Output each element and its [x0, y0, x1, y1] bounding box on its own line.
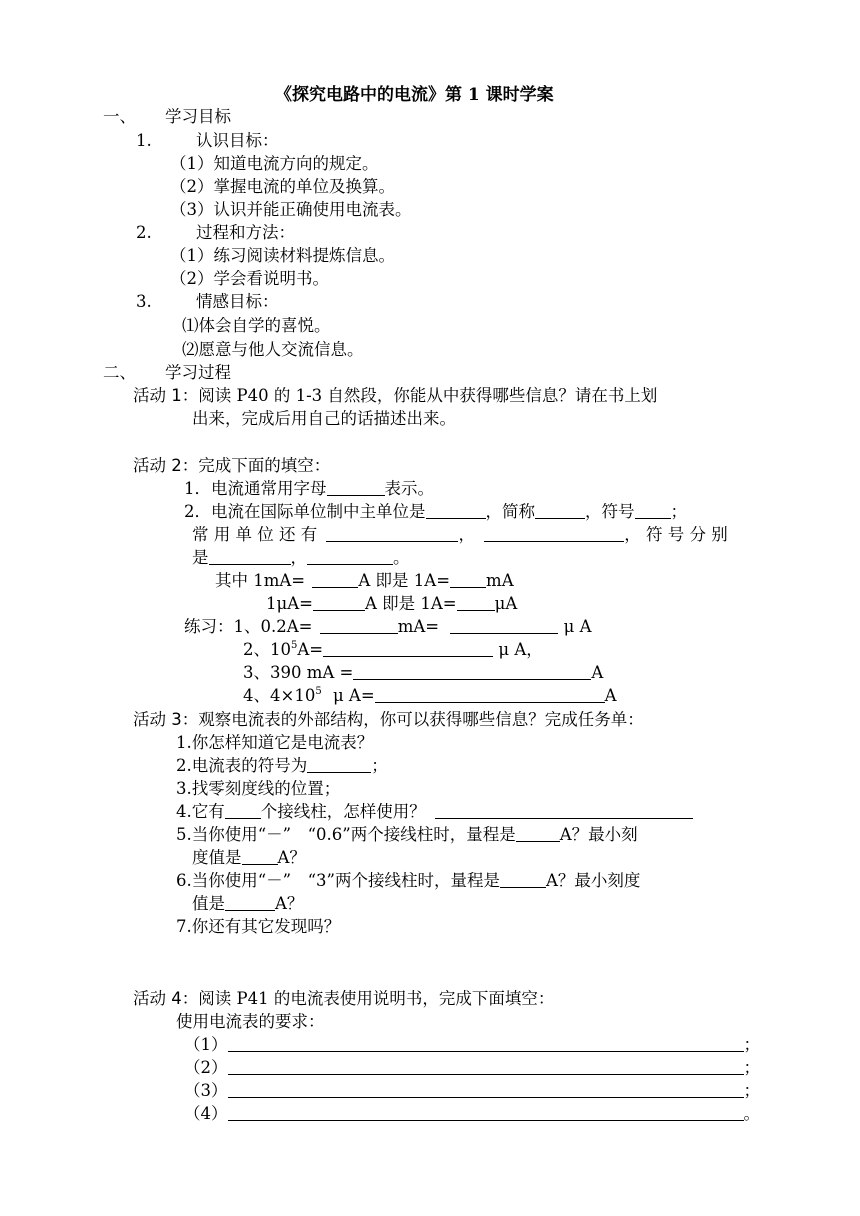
- answer-blank[interactable]: [535, 502, 585, 519]
- exercise-text: μ A=: [332, 686, 375, 705]
- exponent: 5: [315, 686, 322, 697]
- page-title: 《探究电路中的电流》第 1 课时学案: [275, 85, 554, 105]
- answer-blank[interactable]: [312, 571, 358, 588]
- exercise-text: 4、4×10: [243, 686, 316, 705]
- task-item: 值是: [192, 894, 225, 913]
- task-item: 度值是: [192, 848, 242, 867]
- question-text: ，符号: [585, 502, 635, 521]
- goal-number: 2.: [136, 223, 152, 242]
- question-text: ；: [670, 502, 687, 521]
- answer-blank[interactable]: [435, 802, 693, 819]
- answer-line[interactable]: [228, 1104, 744, 1121]
- question-text: 2．电流在国际单位制中主单位是: [184, 502, 426, 521]
- answer-blank[interactable]: [323, 640, 493, 657]
- activity-text: 完成下面的填空：: [198, 456, 331, 475]
- task-item: ；: [371, 756, 388, 775]
- answer-line[interactable]: [228, 1035, 744, 1052]
- requirement-end: ；: [743, 1081, 760, 1100]
- requirement-number: （1）: [184, 1035, 228, 1054]
- task-item: 4.它有: [176, 802, 225, 821]
- task-item: 6.当你使用“－” “3”两个接线柱时，量程是: [176, 871, 500, 890]
- activity-text: 阅读 P40 的 1-3 自然段，你能从中获得哪些信息？请在书上划: [198, 386, 658, 405]
- answer-blank[interactable]: [450, 571, 486, 588]
- conversion-text: A 即是 1A=: [364, 594, 457, 613]
- section-number: 一、: [103, 107, 136, 126]
- activity-label: 活动 4：: [133, 989, 199, 1008]
- exercise-text: 练习：1、0.2A=: [184, 617, 313, 636]
- task-item: 个接线柱，怎样使用？: [260, 802, 426, 821]
- goal-item: （2）学会看说明书。: [170, 269, 329, 288]
- exponent: 5: [291, 640, 298, 651]
- goal-item: （1）知道电流方向的规定。: [170, 154, 379, 173]
- task-item: A？: [277, 848, 306, 867]
- requirement-number: （2）: [184, 1058, 228, 1077]
- exercise-text: A: [591, 663, 604, 682]
- requirement-end: ；: [743, 1035, 760, 1054]
- exercise-text: μ A: [563, 617, 592, 636]
- answer-blank[interactable]: [307, 756, 371, 773]
- question-text: ， 符 号 分 别: [624, 525, 728, 544]
- answer-blank[interactable]: [426, 502, 486, 519]
- goal-number: 1.: [136, 131, 152, 150]
- requirement-number: （4）: [184, 1104, 228, 1123]
- conversion-text: mA: [486, 571, 514, 590]
- exercise-text: μ A，: [498, 640, 543, 659]
- activity-label: 活动 1：: [133, 386, 199, 405]
- goal-item: （2）掌握电流的单位及换算。: [170, 177, 395, 196]
- task-item: A？最小刻度: [545, 871, 641, 890]
- exercise-text: 2、10: [243, 640, 291, 659]
- question-text: 表示。: [384, 479, 434, 498]
- answer-blank[interactable]: [225, 894, 275, 911]
- question-text: 。: [393, 548, 410, 567]
- answer-blank[interactable]: [500, 871, 546, 888]
- answer-blank[interactable]: [320, 617, 398, 634]
- answer-blank[interactable]: [375, 686, 605, 703]
- exercise-text: A: [604, 686, 617, 705]
- answer-blank[interactable]: [307, 548, 393, 565]
- section-number: 二、: [103, 363, 136, 382]
- answer-line[interactable]: [228, 1081, 744, 1098]
- activity-label: 活动 3：: [133, 710, 199, 729]
- answer-blank[interactable]: [457, 594, 495, 611]
- answer-blank[interactable]: [516, 825, 560, 842]
- answer-line[interactable]: [228, 1058, 744, 1075]
- activity-text: 出来，完成后用自己的话描述出来。: [192, 409, 456, 428]
- exercise-text: A=: [297, 640, 324, 659]
- goal-item: ⑴体会自学的喜悦。: [182, 316, 331, 335]
- question-text: ，简称: [485, 502, 535, 521]
- conversion-text: μA: [494, 594, 518, 613]
- goal-heading: 过程和方法：: [196, 223, 295, 242]
- requirement-heading: 使用电流表的要求：: [176, 1012, 325, 1031]
- goal-number: 3.: [136, 292, 152, 311]
- exercise-text: mA=: [397, 617, 440, 636]
- conversion-text: 1μA=: [266, 594, 313, 613]
- answer-blank[interactable]: [225, 802, 261, 819]
- activity-label: 活动 2：: [133, 456, 199, 475]
- task-item: 3.找零刻度线的位置；: [176, 779, 341, 798]
- question-text: ，: [458, 525, 475, 544]
- activity-text: 阅读 P41 的电流表使用说明书，完成下面填空：: [198, 989, 555, 1008]
- answer-blank[interactable]: [326, 525, 458, 542]
- requirement-end: ；: [743, 1058, 760, 1077]
- answer-blank[interactable]: [209, 548, 291, 565]
- answer-blank[interactable]: [313, 594, 365, 611]
- goal-heading: 情感目标：: [196, 292, 279, 311]
- question-text: 是: [192, 548, 209, 567]
- goal-heading: 认识目标：: [196, 131, 279, 150]
- answer-blank[interactable]: [635, 502, 671, 519]
- question-text: ，: [290, 548, 307, 567]
- question-text: 常 用 单 位 还 有: [192, 525, 318, 544]
- goal-item: （3）认识并能正确使用电流表。: [170, 200, 412, 219]
- task-item: A？: [275, 894, 304, 913]
- task-item: 2.电流表的符号为: [176, 756, 308, 775]
- requirement-number: （3）: [184, 1081, 228, 1100]
- section-heading: 学习目标: [165, 107, 231, 126]
- answer-blank[interactable]: [353, 663, 591, 680]
- answer-blank[interactable]: [327, 479, 385, 496]
- goal-item: ⑵愿意与他人交流信息。: [182, 340, 364, 359]
- answer-blank[interactable]: [484, 525, 624, 542]
- task-item: 1.你怎样知道它是电流表？: [176, 733, 374, 752]
- task-item: A？最小刻: [559, 825, 638, 844]
- conversion-text: A 即是 1A=: [358, 571, 451, 590]
- exercise-text: 3、390 mA =: [243, 663, 354, 682]
- goal-item: （1）练习阅读材料提炼信息。: [170, 246, 395, 265]
- task-item: 7.你还有其它发现吗？: [176, 917, 341, 936]
- activity-text: 观察电流表的外部结构，你可以获得哪些信息？完成任务单：: [198, 710, 644, 729]
- task-item: 5.当你使用“－” “0.6”两个接线柱时，量程是: [176, 825, 516, 844]
- section-heading: 学习过程: [165, 363, 231, 382]
- question-text: 1．电流通常用字母: [184, 479, 327, 498]
- answer-blank[interactable]: [450, 617, 558, 634]
- answer-blank[interactable]: [242, 848, 278, 865]
- conversion-text: 其中 1mA=: [215, 571, 306, 590]
- requirement-end: 。: [743, 1104, 760, 1123]
